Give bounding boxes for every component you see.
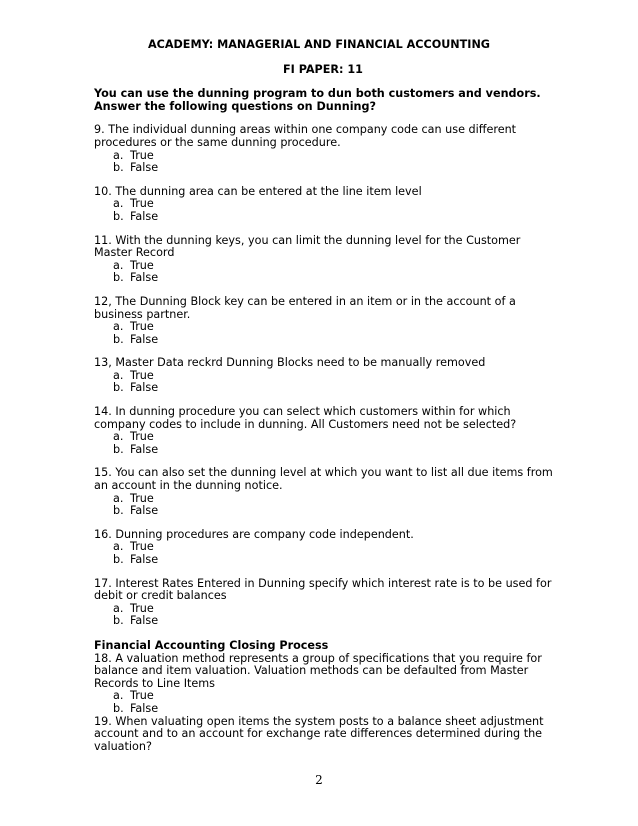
answer-option [113,431,554,444]
intro-text: You can use the dunning program to dun both customers and vendors. Answer the following questions on Dunning? [94,87,541,113]
question-item [94,235,554,285]
option-letter: b. [113,271,124,285]
question-text: 14. In dunning procedure you can select which customers within for which company codes to include in dunning. All Customers need not be selected? [94,405,517,431]
answer-option [113,493,554,506]
option-letter: b. [113,553,124,566]
answer-option [113,382,554,395]
answer-options [94,150,554,175]
option-letter: a. [113,197,124,211]
answer-option [113,603,554,616]
option-label: False [130,381,159,395]
answer-option [113,370,554,383]
question-item [94,186,554,224]
question-item [94,296,554,346]
paper-label: FI PAPER: 11 [283,62,363,76]
question-text: 12, The Dunning Block key can be entered in an item or in the account of a business partner. [94,294,516,321]
answer-option [113,615,554,628]
question-text: 15. You can also set the dunning level at which you want to list all due items from an account in the dunning notice. [94,466,553,493]
option-label: True [130,368,154,382]
option-label: False [130,442,159,456]
option-label: False [130,332,159,346]
answer-option [113,162,554,175]
answer-option [113,444,554,457]
answer-options [94,260,554,285]
question-text: 19. When valuating open items the system posts to a balance sheet adjustment account and to an account for exchange rate differences determined during the valuation? [94,714,544,753]
answer-option [113,321,554,334]
question-item [94,406,554,456]
option-letter: b. [113,161,124,175]
answer-options [94,541,554,566]
questions-list [94,124,554,628]
question-item [94,357,554,395]
question-text: 9. The individual dunning areas within one company code can use different procedures or the same dunning procedure. [94,123,517,149]
section2-questions-list [94,653,554,754]
answer-option [113,334,554,347]
option-label: True [130,258,154,272]
question-item [94,716,554,754]
question-text: 13, Master Data reckrd Dunning Blocks need to be manually removed [94,356,486,370]
option-label: True [130,601,154,615]
answer-option [113,211,554,224]
answer-option [113,150,554,163]
document-title: ACADEMY: MANAGERIAL AND FINANCIAL ACCOUNTING [147,38,490,51]
option-letter: a. [113,148,124,162]
option-letter: b. [113,442,124,456]
document-page [94,36,554,753]
answer-option [113,541,554,554]
answer-options [94,603,554,628]
option-label: False [130,209,159,223]
answer-options [94,431,554,456]
answer-option [113,198,554,211]
question-item [94,529,554,567]
question-item [94,467,554,517]
answer-options [94,321,554,346]
option-label: False [130,504,159,518]
question-text: 17. Interest Rates Entered in Dunning specify which interest rate is to be used for debit or credit balances [94,576,552,603]
option-letter: a. [113,320,124,334]
option-letter: a. [113,540,124,554]
page-number: 2 [315,773,323,787]
option-letter: b. [113,381,124,395]
option-letter: b. [113,504,124,518]
question-text: 11. With the dunning keys, you can limit the dunning level for the Customer Master Record [94,233,521,260]
answer-option [113,505,554,518]
option-label: True [130,689,154,703]
option-letter: b. [113,209,124,223]
option-label: True [130,491,154,505]
option-letter: a. [113,430,124,444]
option-label: False [130,161,159,175]
option-letter: b. [113,701,124,715]
question-text: 10. The dunning area can be entered at the line item level [94,184,422,198]
question-item [94,653,554,716]
option-label: True [130,540,154,554]
question-text: 16. Dunning procedures are company code independent. [94,527,414,541]
section-title: Financial Accounting Closing Process [94,638,329,652]
answer-option [113,260,554,273]
option-label: True [130,197,154,211]
option-label: True [130,430,154,444]
option-letter: b. [113,332,124,346]
option-label: False [130,553,159,566]
question-text: 18. A valuation method represents a group of specifications that you require for balance and item valuation. Valuation methods can be defaulted from Master Records to Line Items [94,651,542,690]
answer-option [113,690,554,703]
answer-option [113,554,554,567]
option-label: False [130,614,159,628]
option-label: False [130,271,159,285]
option-label: True [130,320,154,334]
option-letter: b. [113,614,124,628]
option-letter: a. [113,601,124,615]
question-item [94,578,554,628]
option-label: False [130,701,159,715]
answer-options [94,198,554,223]
answer-option [113,272,554,285]
question-item [94,124,554,174]
answer-option [113,703,554,716]
option-label: True [130,148,154,162]
option-letter: a. [113,368,124,382]
option-letter: a. [113,491,124,505]
answer-options [94,690,554,715]
answer-options [94,370,554,395]
answer-options [94,493,554,518]
option-letter: a. [113,258,124,272]
option-letter: a. [113,689,124,703]
